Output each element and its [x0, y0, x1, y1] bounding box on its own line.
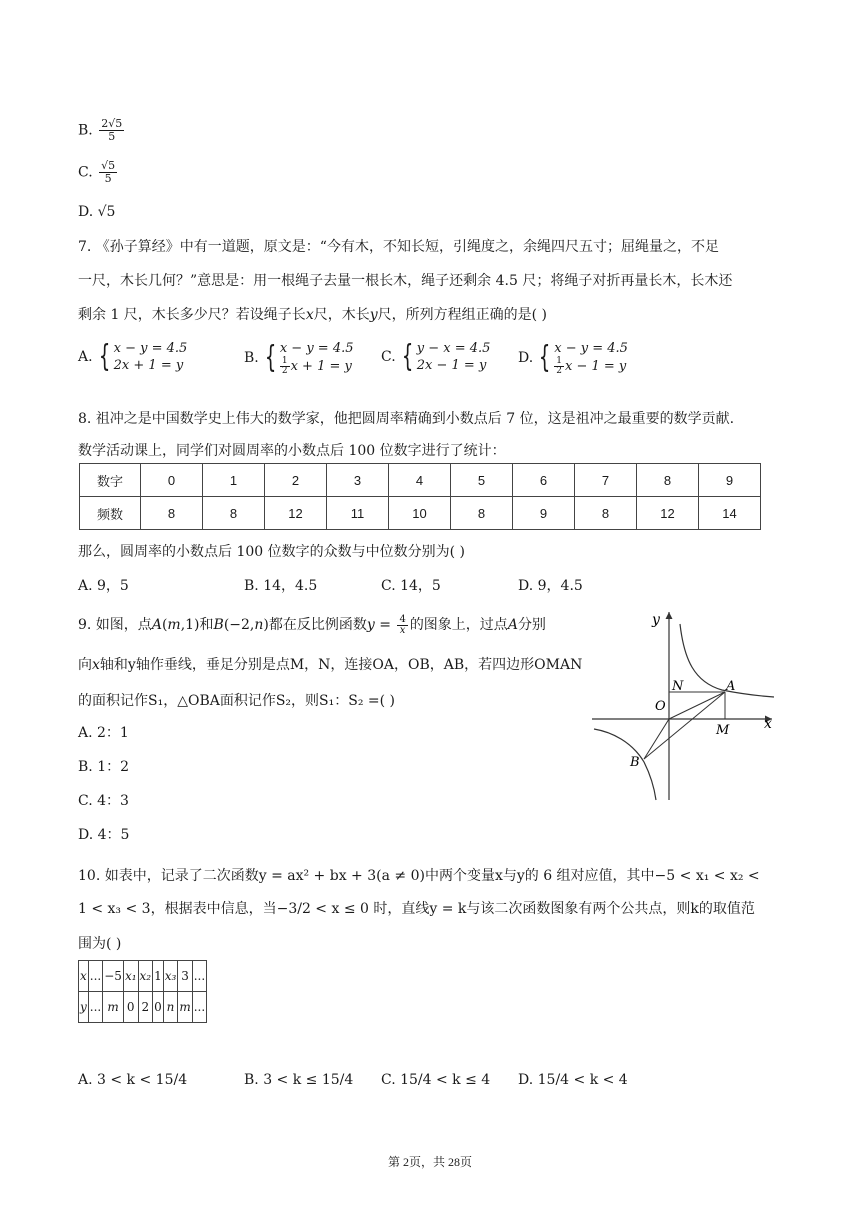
table-cell: 8 — [637, 464, 699, 497]
option-label: A. — [78, 349, 93, 365]
table-cell: 7 — [575, 464, 637, 497]
table-cell: 5 — [451, 464, 513, 497]
table-cell: 14 — [699, 497, 761, 530]
segment-ob — [644, 719, 669, 759]
q9-option-a: A. 2：1 — [78, 725, 129, 741]
table-cell: 12 — [637, 497, 699, 530]
q7-line-2: 一尺，木长几何？”意思是：用一根绳子去量一根长木，绳子还剩余 4.5 尺；将绳子对折再量长木，长木还 — [78, 273, 733, 289]
table-cell: 12 — [265, 497, 327, 530]
table-cell: 2 — [265, 464, 327, 497]
q10-line-3: 围为( ) — [78, 936, 122, 952]
table-cell: m — [103, 992, 124, 1023]
numerator: √5 — [101, 159, 116, 172]
table-header-cell: 数字 — [80, 464, 141, 497]
q10-option-d: D. 15/4 < k < 4 — [518, 1072, 628, 1088]
option-label: B. — [78, 122, 93, 139]
table-cell: y — [79, 992, 89, 1023]
label-b: B — [630, 755, 640, 770]
q10-line-1: 10. 如表中，记录了二次函数y = ax² + bx + 3(a ≠ 0)中两个变量x与y的 6 组对应值，其中−5 < x₁ < x₂ < — [78, 868, 760, 884]
q9-line-1b: 都在反比例函数 — [268, 617, 367, 633]
option-label: D. — [518, 350, 534, 366]
table-cell: 8 — [575, 497, 637, 530]
table-cell: 1 — [153, 961, 164, 992]
q9-line-2-text: 轴和y轴作垂线，垂足分别是点M，N，连接OA，OB，AB，若四边形OMAN — [99, 657, 583, 673]
table-cell: x₂ — [138, 961, 153, 992]
q7-line-3a: 剩余 1 尺，木长多少尺？若设绳子长 — [78, 307, 306, 323]
q8-option-c: C. 14，5 — [381, 578, 441, 594]
q7-option-b: B. { x − y = 4.5 $\frac{1}{2}$ x + 1 = y — [244, 340, 354, 376]
option-label: C. — [381, 349, 396, 365]
q8-line-2: 数学活动课上，同学们对圆周率的小数点后 100 位数字进行了统计： — [78, 443, 506, 459]
q9-option-c: C. 4：3 — [78, 793, 129, 809]
q6-option-c — [78, 160, 119, 185]
table-cell: 10 — [389, 497, 451, 530]
equation: y − x = 4.5 — [416, 341, 491, 356]
hyperbola-branch-2 — [594, 729, 656, 800]
q9-line-1d: 分别 — [517, 617, 546, 633]
table-row — [80, 497, 761, 530]
table-cell: 0 — [123, 992, 138, 1023]
table-cell: 2 — [138, 992, 153, 1023]
table-cell: 0 — [141, 464, 203, 497]
table-cell: x₁ — [123, 961, 138, 992]
label-a: A — [726, 679, 736, 694]
q7-line-1: 7. 《孙子算经》中有一道题，原文是：“今有木，不知长短，引绳度之，余绳四尺五寸；屈绳量之，不足 — [78, 239, 719, 255]
equation: x − y = 4.5 — [279, 341, 354, 356]
denominator: 5 — [108, 130, 116, 143]
q9-figure — [592, 604, 782, 804]
q7-line-3b: 尺，木长 — [313, 307, 370, 323]
q8-option-a: A. 9，5 — [78, 578, 129, 594]
option-value: √5 — [97, 204, 116, 220]
table-cell: 9 — [513, 497, 575, 530]
q9-line-3: 的面积记作S₁，△OBA面积记作S₂，则S₁：S₂ =( ) — [78, 693, 396, 709]
table-cell: 8 — [141, 497, 203, 530]
label-m: M — [716, 723, 730, 738]
table-cell: 0 — [153, 992, 164, 1023]
q10-option-b: B. 3 < k ≤ 15/4 — [244, 1072, 354, 1088]
table-row — [79, 961, 207, 992]
brace-icon: { — [264, 340, 277, 375]
brace-icon: { — [98, 339, 110, 374]
table-cell: 8 — [451, 497, 513, 530]
table-cell: 8 — [203, 497, 265, 530]
table-cell: x — [79, 961, 89, 992]
table-cell: 3 — [327, 464, 389, 497]
table-cell: 4 — [389, 464, 451, 497]
table-cell: 9 — [699, 464, 761, 497]
denominator: 5 — [104, 172, 112, 185]
q10-option-a: A. 3 < k < 15/4 — [78, 1072, 188, 1088]
equation: 2x − 1 = y — [416, 358, 487, 373]
table-header-cell: 频数 — [80, 497, 141, 530]
fraction — [99, 118, 124, 143]
q10-line-2: 1 < x₃ < 3，根据表中信息，当−3/2 < x ≤ 0 时，直线y = k与该二次函数图象有两个公共点，则k的取值范 — [78, 901, 755, 917]
table-cell: 3 — [178, 961, 192, 992]
page-footer: 第 2页，共 28页 — [387, 1155, 472, 1169]
table-cell: 11 — [327, 497, 389, 530]
q9-line-1: 9. 如图，点A(m,1)和B(−2,n)都在反比例函数y = $\frac{4}{x}$ 的图象上，过点A分别 — [78, 613, 546, 636]
equation: x − y = 4.5 — [113, 341, 188, 356]
table-row — [80, 464, 761, 497]
q9-line-1a: 9. 如图，点 — [78, 617, 152, 633]
q6-option-d — [78, 204, 115, 220]
option-label: D. — [78, 204, 94, 220]
fraction — [99, 160, 117, 185]
label-y: y — [652, 612, 660, 628]
label-x: x — [764, 716, 772, 732]
table-row — [79, 992, 207, 1023]
table-cell: 6 — [513, 464, 575, 497]
q9-line-1c: 的图象上，过点 — [409, 617, 508, 633]
q7-option-d: D. { x − y = 4.5 $\frac{1}{2}$ x − 1 = y — [518, 340, 628, 376]
table-cell: x₃ — [163, 961, 178, 992]
q9-option-d: D. 4：5 — [78, 827, 130, 843]
label-o: O — [655, 699, 666, 714]
equation: x − 1 = y — [565, 359, 627, 374]
q8-option-b: B. 14，4.5 — [244, 578, 318, 594]
table-cell: ... — [88, 961, 102, 992]
table-cell: ... — [88, 992, 102, 1023]
q7-line-3c: 尺，所列方程组正确的是( ) — [377, 307, 548, 323]
numerator: 2√5 — [101, 117, 123, 130]
q7-line-3: 剩余 1 尺，木长多少尺？若设绳子长x尺，木长y尺，所列方程组正确的是( ) — [78, 307, 548, 323]
q10-table — [78, 960, 207, 1023]
q10-option-c: C. 15/4 < k ≤ 4 — [381, 1072, 491, 1088]
label-n: N — [672, 679, 684, 694]
option-label: C. — [78, 164, 93, 181]
equation: x − y = 4.5 — [554, 341, 628, 356]
q7-option-a — [78, 340, 187, 374]
frequency-table — [79, 463, 761, 530]
table-cell: 1 — [203, 464, 265, 497]
table-cell: −5 — [103, 961, 124, 992]
equation: x + 1 = y — [290, 359, 352, 374]
q8-line-1: 8. 祖冲之是中国数学史上伟大的数学家，他把圆周率精确到小数点后 7 位，这是祖冲之最重要的数学贡献. — [78, 411, 735, 427]
q8-option-d: D. 9，4.5 — [518, 578, 583, 594]
table-cell: n — [163, 992, 178, 1023]
q8-question: 那么，圆周率的小数点后 100 位数字的众数与中位数分别为( ) — [78, 544, 465, 560]
table-cell: ... — [192, 992, 206, 1023]
q7-option-c — [381, 340, 490, 374]
brace-icon: { — [539, 340, 551, 375]
table-cell: m — [178, 992, 192, 1023]
equation: 2x + 1 = y — [113, 358, 184, 373]
q9-line-2: 向x轴和y轴作垂线，垂足分别是点M，N，连接OA，OB，AB，若四边形OMAN — [78, 657, 583, 673]
q9-option-b: B. 1：2 — [78, 759, 130, 775]
option-label: B. — [244, 350, 259, 366]
brace-icon: { — [401, 339, 413, 374]
table-cell: ... — [192, 961, 206, 992]
q6-option-b — [78, 118, 126, 143]
